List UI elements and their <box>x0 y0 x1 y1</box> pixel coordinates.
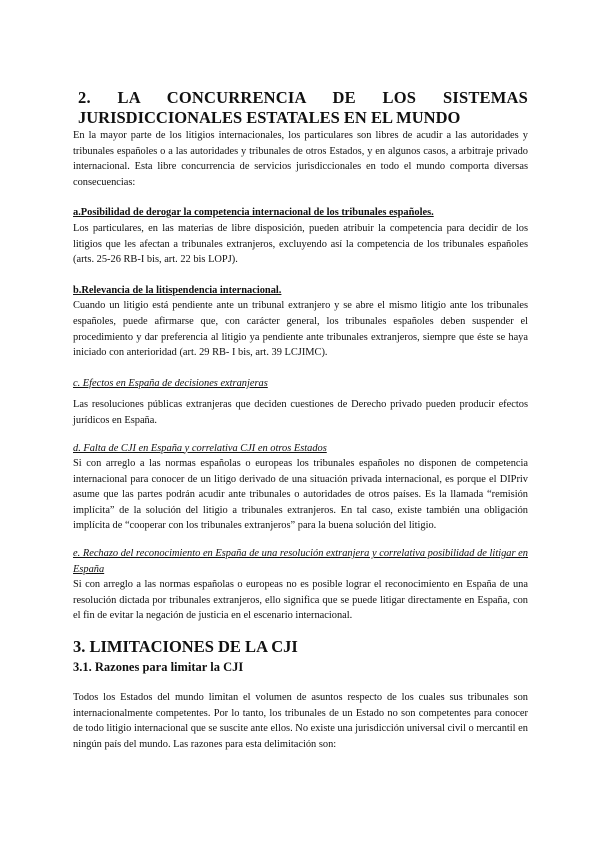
subsection-d-text: Si con arreglo a las normas españolas o europeas los tribunales españoles no disponen de competencia internacional para conocer de un litigo derivado de una situación privada internacional, es porque el DIPriv asume que las partes podrán acudir ante tribunales o autoridades de otros países. Es la llamada “remisión implícita” de la solución del litigio a tribunales extranjeros. En tal caso, existe también una obligación implícita de “cooperar con los tribunales extranjeros” para la buena solución del litigio. <box>73 458 528 532</box>
section-2-heading <box>73 88 528 128</box>
spacer <box>73 624 528 636</box>
section-2-intro: En la mayor parte de los litigios internacionales, los particulares son libres de acudir a las autoridades y tribunales españoles o a las autoridades y tribunales de otros Estados, y en algunos casos, a arbitraje privado internacional. Esta libre concurrencia de servicios jurisdiccionales en todo el mundo comporta diversas consecuencias: <box>73 130 528 188</box>
section-3-1-text: Todos los Estados del mundo limitan el volumen de asuntos respecto de los cuales sus tribunales son internacionalmente competentes. Por lo tanto, los tribunales de un Estado no son competentes para conocer de todo litigio internacional que se suscite ante ellos. No existe una jurisdicción universal civil o mercantil en ningún país del mundo. Las razones para esta delimitación son: <box>73 692 528 750</box>
section-2-heading-line-2: JURISDICCIONALES ESTATALES EN EL MUNDO <box>78 108 461 127</box>
section-3-1-heading: 3.1. Razones para limitar la CJI <box>73 660 244 675</box>
subsection-b-text: Cuando un litigio está pendiente ante un tribunal extranjero y se abre el mismo litigio ante los tribunales españoles, puede afirmarse que, con carácter general, los tribunales españoles deben suspender el procedimiento y dar preferencia al litigio ya pendiente ante tribunales extranjeros, siempre que éste se haya iniciado con anterioridad (art. 29 RB- I bis, art. 39 LCJIMC). <box>73 300 528 359</box>
spacer <box>73 429 528 441</box>
subsection-e-text: Si con arreglo a las normas españolas o europeas no es posible lograr el reconocimiento en España de una resolución dictada por tribunales extranjeros, ello significa que se puede litigar directamente en España, con el fin de evitar la negación de justicia en el escenario internacional. <box>73 579 528 622</box>
spacer <box>73 534 528 546</box>
subsection-c-text: Las resoluciones públicas extranjeras que deciden cuestiones de Derecho privado pueden producir efectos jurídicos en España. <box>73 399 528 426</box>
spacer <box>73 268 528 283</box>
section-2-heading-line-1: 2. LA CONCURRENCIA DE LOS SISTEMAS <box>78 88 528 107</box>
section-3-heading: 3. LIMITACIONES DE LA CJI <box>73 637 298 657</box>
subsection-a-title: a.Posibilidad de derogar la competencia internacional de los tribunales españoles. <box>73 207 434 219</box>
subsection-c-title: c. Efectos en España de decisiones extranjeras <box>73 377 268 389</box>
spacer <box>73 361 528 376</box>
spacer <box>73 190 528 205</box>
subsection-e-title: e. Rechazo del reconocimiento en España de una resolución extranjera y correlativa posibilidad de litigar en España <box>73 548 528 575</box>
subsection-a-text: Los particulares, en las materias de libre disposición, pueden atribuir la competencia para decidir de los litigios que les afectan a tribunales extranjeros, excluyendo así la competencia de los tribunales españoles (arts. 25-26 RB-I bis, art. 22 bis LOPJ). <box>73 222 528 266</box>
subsection-b-title: b.Relevancia de la litispendencia internacional. <box>73 284 282 296</box>
subsection-d-title: d. Falta de CJI en España y correlativa CJI en otros Estados <box>73 442 327 454</box>
document-body <box>73 88 528 752</box>
spacer <box>73 676 528 690</box>
